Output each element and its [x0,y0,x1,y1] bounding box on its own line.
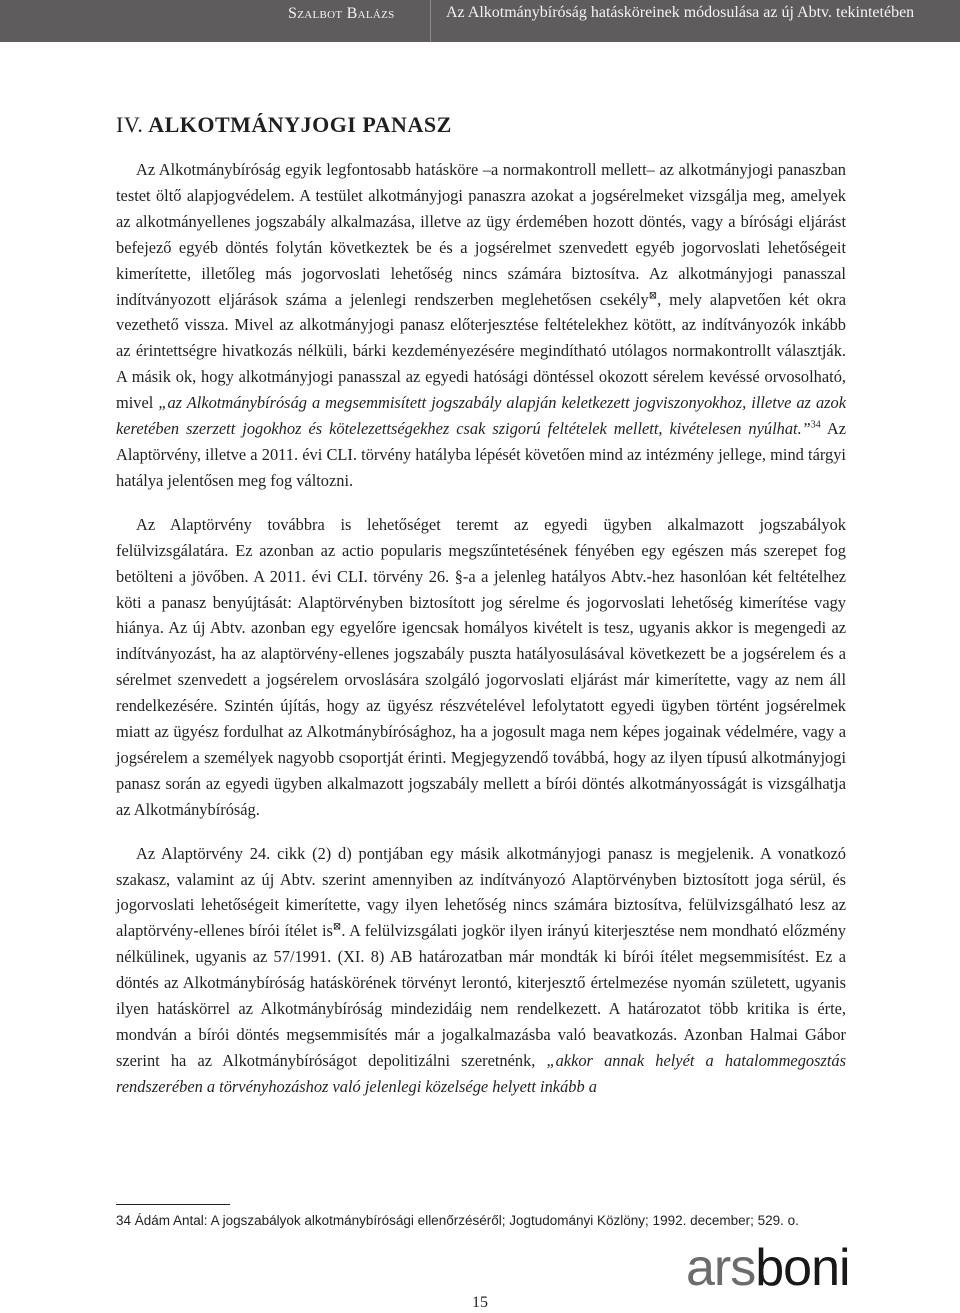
paragraph-1 [116,157,846,494]
paragraph-3 [116,841,846,1100]
page-number: 15 [472,1294,488,1311]
section-heading [116,112,452,138]
publisher-logo [686,1238,850,1298]
paragraph-3-text-a: Az Alaptörvény 24. cikk (2) d) pontjában egy másik alkotmányjogi panasz is megjelenik. A vonatkozó szakasz, valamint az új Abtv. szerint amennyiben az indítványozó Alaptörvényben biztosított joga sérül, és jogorvoslati lehetőségeit kimerítette, vagy ilyen lehetőség nincs számára biztosítva, felülvizsgálható lesz az alaptörvény-ellenes bírói ítélet is [116,843,846,941]
logo-part-ars: ars [686,1239,756,1297]
logo-part-boni: boni [755,1239,850,1297]
section-title: ALKOTMÁNYJOGI PANASZ [148,112,452,137]
paragraph-2: Az Alaptörvény továbbra is lehetőséget teremt az egyedi ügyben alkalmazott jogszabályok felülvizsgálatára. Ez azonban az actio popularis megszűntetésének fényében egy egészen más szerepet fog betölteni a jövőben. A 2011. évi CLI. törvény 26. §-a a jelenleg hatályos Abtv.-hez hasonlóan két feltételhez köti a panasz benyújtását: Alaptörvényben biztosított jog sérelme és jogorvoslati lehetőség kimerítése vagy hiánya. Az új Abtv. azonban egy egyelőre igencsak homályos kivételt is tesz, ugyanis akkor is megengedi az indítványozást, ha az alaptörvény-ellenes jogszabály puszta hatályosulásával következett be a jogsérelem és a sérelmet szenvedett a jogsérelem orvoslására szolgáló jogorvoslati eljárást már kimerítette, vagy az nem áll rendelkezésére. Szintén újítás, hogy az ügyész részvételével lefolytatott egyedi ügyben történt jogsérelmek miatt az ügyész fordulhat az Alkotmánybírósághoz, ha a jogosult maga nem képes jogainak védelmére, vagy a jogsérelem a személyek nagyobb csoportját érinti. Megjegyzendő továbbá, hogy az ilyen típusú alkotmányjogi panasz során az egyedi ügyben alkalmazott jogszabály mellett a bírói döntés alkotmányosságát is vizsgálhatja az Alkotmánybíróság. [116,514,846,819]
missing-glyph: ⊠ [332,921,342,933]
footnote-ref: 34 [810,419,821,431]
paragraph-1-text-c: Az Alaptörvény, illetve a 2011. évi CLI. törvény hatályba lépését követően mind az intézmény jellege, mind tárgyi hatálya jelentősen meg fog változni. [116,419,846,490]
header-author: Szalbot Balázs [288,5,395,22]
missing-glyph: ⊠ [648,290,658,302]
paragraph-3-text-b: . A felülvizsgálati jogkör ilyen irányú kiterjesztése nem mondható előzmény nélkülinek, ugyanis az 57/1991. (XI. 8) AB határozatban már mondták ki bírói ítélet megsemmisítést. Ez a döntés az Alkotmánybíróság hatáskörének törvényt lerontó, kiterjesztő értelmezése nyomán született, ugyanis ilyen hatáskörrel az Alkotmánybíróság mindezidáig nem rendelkezett. A határozatot több kritika is érte, mondván a bírói döntés megsemmisítés már a jogalkalmazásba való beavatkozás. Azonban Halmai Gábor szerint ha az Alkotmánybíróságot depolitizálni szeretnénk, [116,921,846,1070]
footnote-divider [116,1204,230,1205]
footnote: 34 Ádám Antal: A jogszabályok alkotmánybírósági ellenőrzéséről; Jogtudományi Közlöny; 1992. december; 529. o. [116,1213,799,1228]
paragraph-3-quote: „akkor annak helyét a hatalommegosztás rendszerében a törvényhozáshoz való jelenlegi közelsége helyett inkább a [116,1050,846,1096]
paragraph-1-text-a: Az Alkotmánybíróság egyik legfontosabb hatásköre –a normakontroll mellett– az alkotmányjogi panaszban testet öltő alapjogvédelem. A testület alkotmányjogi panaszra azokat a jogsérelmeket vizsgálja meg, amelyek az alkotmányellenes jogszabály alkalmazása, illetve az ügy érdemében hozott döntés, vagy a bírósági eljárást befejező egyéb döntés folytán következtek be és a jogsérelmet szenvedett egyéb jogorvoslati lehetőségeit kimerítette, illetőleg más jogorvoslati lehetőség nincs számára biztosítva. Az alkotmányjogi panasszal indítványozott eljárások száma a jelenlegi rendszerben meglehetősen csekély [116,160,846,309]
header-divider [430,0,431,42]
header-title: Az Alkotmánybíróság hatásköreinek módosulása az új Abtv. tekintetében [446,4,915,21]
running-header [0,0,960,42]
section-number: IV. [116,112,144,137]
body-text [116,157,846,1118]
paragraph-1-quote: „az Alkotmánybíróság a megsemmisített jogszabály alapján keletkezett jogviszonyokhoz, illetve az azok keretében szerzett jogokhoz és kötelezettségekhez csak szigorú feltételek mellett, kivételesen nyúlhat.” [116,393,846,439]
paragraph-1-text-b: , mely alapvetően két okra vezethető vissza. Mivel az alkotmányjogi panasz előterjesztése feltételekhez kötött, az indítványozók inkább az érintettségre hivatkozás nélküli, bárki kezdeményezésére megindítható utólagos normakontrollt választják. A másik ok, hogy alkotmányjogi panasszal az egyedi hatósági döntéssel okozott sérelem kevéssé orvosolható, mivel [116,289,846,413]
